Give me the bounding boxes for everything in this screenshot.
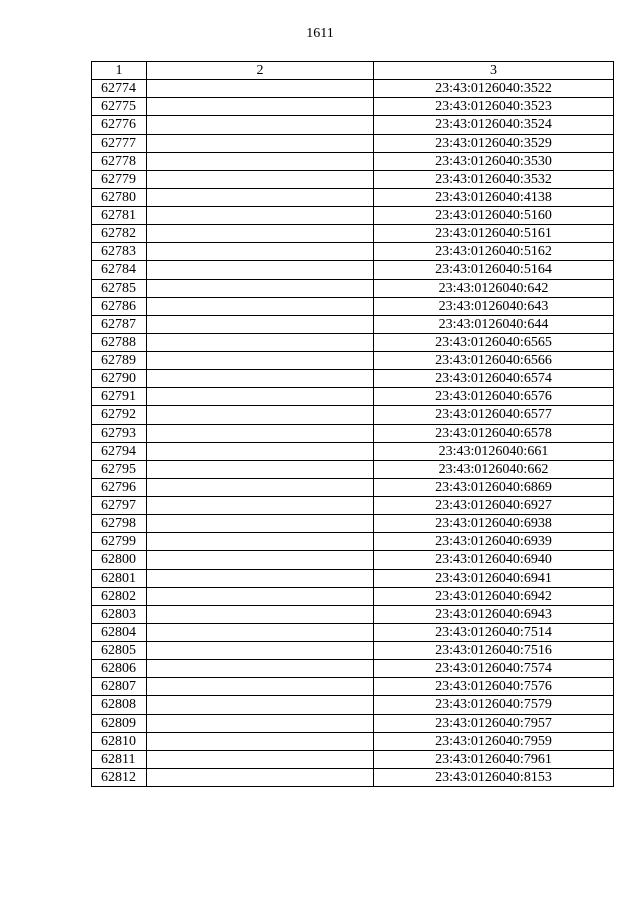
table-row bbox=[92, 370, 614, 388]
row-number-cell: 62811 bbox=[92, 750, 147, 768]
column-2-cell bbox=[147, 478, 374, 496]
column-2-cell bbox=[147, 515, 374, 533]
cadastral-number-cell: 23:43:0126040:4138 bbox=[374, 188, 614, 206]
table-row bbox=[92, 478, 614, 496]
row-number-cell: 62797 bbox=[92, 497, 147, 515]
row-number-cell: 62784 bbox=[92, 261, 147, 279]
column-2-cell bbox=[147, 152, 374, 170]
row-number-cell: 62806 bbox=[92, 660, 147, 678]
column-2-cell bbox=[147, 80, 374, 98]
column-2-cell bbox=[147, 98, 374, 116]
table-row bbox=[92, 660, 614, 678]
row-number-cell: 62802 bbox=[92, 587, 147, 605]
row-number-cell: 62781 bbox=[92, 207, 147, 225]
column-2-cell bbox=[147, 768, 374, 786]
column-2-cell bbox=[147, 188, 374, 206]
column-2-cell bbox=[147, 315, 374, 333]
cadastral-number-cell: 23:43:0126040:7574 bbox=[374, 660, 614, 678]
cadastral-number-cell: 23:43:0126040:6927 bbox=[374, 497, 614, 515]
table-row bbox=[92, 587, 614, 605]
row-number-cell: 62792 bbox=[92, 406, 147, 424]
row-number-cell: 62798 bbox=[92, 515, 147, 533]
cadastral-number-cell: 23:43:0126040:6577 bbox=[374, 406, 614, 424]
cadastral-number-cell: 23:43:0126040:6939 bbox=[374, 533, 614, 551]
row-number-cell: 62803 bbox=[92, 605, 147, 623]
table-row bbox=[92, 188, 614, 206]
column-2-cell bbox=[147, 714, 374, 732]
table-row bbox=[92, 279, 614, 297]
table-row bbox=[92, 678, 614, 696]
column-2-cell bbox=[147, 497, 374, 515]
column-2-cell bbox=[147, 460, 374, 478]
cadastral-number-cell: 23:43:0126040:7961 bbox=[374, 750, 614, 768]
cadastral-number-cell: 23:43:0126040:6578 bbox=[374, 424, 614, 442]
row-number-cell: 62810 bbox=[92, 732, 147, 750]
table-row bbox=[92, 551, 614, 569]
row-number-cell: 62795 bbox=[92, 460, 147, 478]
cadastral-number-cell: 23:43:0126040:7516 bbox=[374, 642, 614, 660]
column-2-cell bbox=[147, 134, 374, 152]
cadastral-number-cell: 23:43:0126040:3524 bbox=[374, 116, 614, 134]
column-2-cell bbox=[147, 406, 374, 424]
row-number-cell: 62783 bbox=[92, 243, 147, 261]
cadastral-number-cell: 23:43:0126040:7514 bbox=[374, 623, 614, 641]
table-row bbox=[92, 98, 614, 116]
cadastral-number-cell: 23:43:0126040:7579 bbox=[374, 696, 614, 714]
table-row bbox=[92, 569, 614, 587]
column-header-1: 1 bbox=[92, 62, 147, 80]
column-2-cell bbox=[147, 533, 374, 551]
row-number-cell: 62791 bbox=[92, 388, 147, 406]
cadastral-number-cell: 23:43:0126040:8153 bbox=[374, 768, 614, 786]
cadastral-number-cell: 23:43:0126040:662 bbox=[374, 460, 614, 478]
column-2-cell bbox=[147, 642, 374, 660]
table-row bbox=[92, 333, 614, 351]
cadastral-number-cell: 23:43:0126040:3522 bbox=[374, 80, 614, 98]
column-2-cell bbox=[147, 370, 374, 388]
table-row bbox=[92, 388, 614, 406]
table-row bbox=[92, 768, 614, 786]
column-2-cell bbox=[147, 442, 374, 460]
cadastral-number-cell: 23:43:0126040:643 bbox=[374, 297, 614, 315]
column-2-cell bbox=[147, 569, 374, 587]
table-row bbox=[92, 406, 614, 424]
cadastral-number-cell: 23:43:0126040:3529 bbox=[374, 134, 614, 152]
table-row bbox=[92, 315, 614, 333]
row-number-cell: 62785 bbox=[92, 279, 147, 297]
table-row bbox=[92, 261, 614, 279]
row-number-cell: 62796 bbox=[92, 478, 147, 496]
table-row bbox=[92, 442, 614, 460]
row-number-cell: 62777 bbox=[92, 134, 147, 152]
row-number-cell: 62800 bbox=[92, 551, 147, 569]
column-2-cell bbox=[147, 587, 374, 605]
table-row bbox=[92, 533, 614, 551]
row-number-cell: 62778 bbox=[92, 152, 147, 170]
column-2-cell bbox=[147, 424, 374, 442]
table-row bbox=[92, 642, 614, 660]
cadastral-number-cell: 23:43:0126040:7957 bbox=[374, 714, 614, 732]
row-number-cell: 62805 bbox=[92, 642, 147, 660]
cadastral-number-cell: 23:43:0126040:6941 bbox=[374, 569, 614, 587]
table-row bbox=[92, 714, 614, 732]
table-row bbox=[92, 696, 614, 714]
row-number-cell: 62793 bbox=[92, 424, 147, 442]
table-row bbox=[92, 732, 614, 750]
row-number-cell: 62789 bbox=[92, 352, 147, 370]
column-2-cell bbox=[147, 623, 374, 641]
cadastral-number-cell: 23:43:0126040:6942 bbox=[374, 587, 614, 605]
cadastral-number-cell: 23:43:0126040:6565 bbox=[374, 333, 614, 351]
row-number-cell: 62790 bbox=[92, 370, 147, 388]
column-2-cell bbox=[147, 225, 374, 243]
column-2-cell bbox=[147, 243, 374, 261]
table-row bbox=[92, 297, 614, 315]
column-2-cell bbox=[147, 261, 374, 279]
column-2-cell bbox=[147, 388, 374, 406]
page-number: 1611 bbox=[306, 26, 334, 41]
row-number-cell: 62780 bbox=[92, 188, 147, 206]
row-number-cell: 62801 bbox=[92, 569, 147, 587]
cadastral-number-cell: 23:43:0126040:5160 bbox=[374, 207, 614, 225]
column-2-cell bbox=[147, 551, 374, 569]
column-2-cell bbox=[147, 116, 374, 134]
row-number-cell: 62799 bbox=[92, 533, 147, 551]
cadastral-number-cell: 23:43:0126040:6574 bbox=[374, 370, 614, 388]
column-header-2: 2 bbox=[147, 62, 374, 80]
table-row bbox=[92, 750, 614, 768]
cadastral-number-cell: 23:43:0126040:5161 bbox=[374, 225, 614, 243]
cadastral-number-cell: 23:43:0126040:7576 bbox=[374, 678, 614, 696]
row-number-cell: 62786 bbox=[92, 297, 147, 315]
table-row bbox=[92, 243, 614, 261]
registry-table bbox=[91, 61, 614, 787]
cadastral-number-cell: 23:43:0126040:6940 bbox=[374, 551, 614, 569]
row-number-cell: 62804 bbox=[92, 623, 147, 641]
row-number-cell: 62787 bbox=[92, 315, 147, 333]
table-row bbox=[92, 623, 614, 641]
row-number-cell: 62774 bbox=[92, 80, 147, 98]
column-2-cell bbox=[147, 678, 374, 696]
cadastral-number-cell: 23:43:0126040:3523 bbox=[374, 98, 614, 116]
column-2-cell bbox=[147, 170, 374, 188]
cadastral-number-cell: 23:43:0126040:6576 bbox=[374, 388, 614, 406]
row-number-cell: 62782 bbox=[92, 225, 147, 243]
column-2-cell bbox=[147, 696, 374, 714]
row-number-cell: 62776 bbox=[92, 116, 147, 134]
row-number-cell: 62794 bbox=[92, 442, 147, 460]
table-row bbox=[92, 80, 614, 98]
table-row bbox=[92, 605, 614, 623]
cadastral-number-cell: 23:43:0126040:5162 bbox=[374, 243, 614, 261]
cadastral-number-cell: 23:43:0126040:7959 bbox=[374, 732, 614, 750]
table-body bbox=[92, 80, 614, 787]
column-2-cell bbox=[147, 207, 374, 225]
cadastral-number-cell: 23:43:0126040:661 bbox=[374, 442, 614, 460]
table-row bbox=[92, 460, 614, 478]
cadastral-number-cell: 23:43:0126040:5164 bbox=[374, 261, 614, 279]
cadastral-number-cell: 23:43:0126040:6938 bbox=[374, 515, 614, 533]
column-2-cell bbox=[147, 660, 374, 678]
table-row bbox=[92, 352, 614, 370]
table-row bbox=[92, 207, 614, 225]
cadastral-number-cell: 23:43:0126040:642 bbox=[374, 279, 614, 297]
column-2-cell bbox=[147, 297, 374, 315]
table-header-row bbox=[92, 62, 614, 80]
table-row bbox=[92, 497, 614, 515]
table-row bbox=[92, 152, 614, 170]
row-number-cell: 62779 bbox=[92, 170, 147, 188]
cadastral-number-cell: 23:43:0126040:6566 bbox=[374, 352, 614, 370]
row-number-cell: 62809 bbox=[92, 714, 147, 732]
column-2-cell bbox=[147, 732, 374, 750]
table-row bbox=[92, 170, 614, 188]
cadastral-number-cell: 23:43:0126040:6869 bbox=[374, 478, 614, 496]
table-row bbox=[92, 134, 614, 152]
table-row bbox=[92, 116, 614, 134]
column-2-cell bbox=[147, 605, 374, 623]
column-2-cell bbox=[147, 333, 374, 351]
cadastral-number-cell: 23:43:0126040:644 bbox=[374, 315, 614, 333]
table-row bbox=[92, 225, 614, 243]
row-number-cell: 62788 bbox=[92, 333, 147, 351]
column-2-cell bbox=[147, 279, 374, 297]
cadastral-number-cell: 23:43:0126040:3532 bbox=[374, 170, 614, 188]
cadastral-number-cell: 23:43:0126040:6943 bbox=[374, 605, 614, 623]
table-row bbox=[92, 515, 614, 533]
row-number-cell: 62807 bbox=[92, 678, 147, 696]
column-2-cell bbox=[147, 750, 374, 768]
table-row bbox=[92, 424, 614, 442]
cadastral-number-cell: 23:43:0126040:3530 bbox=[374, 152, 614, 170]
row-number-cell: 62775 bbox=[92, 98, 147, 116]
row-number-cell: 62812 bbox=[92, 768, 147, 786]
row-number-cell: 62808 bbox=[92, 696, 147, 714]
column-2-cell bbox=[147, 352, 374, 370]
column-header-3: 3 bbox=[374, 62, 614, 80]
